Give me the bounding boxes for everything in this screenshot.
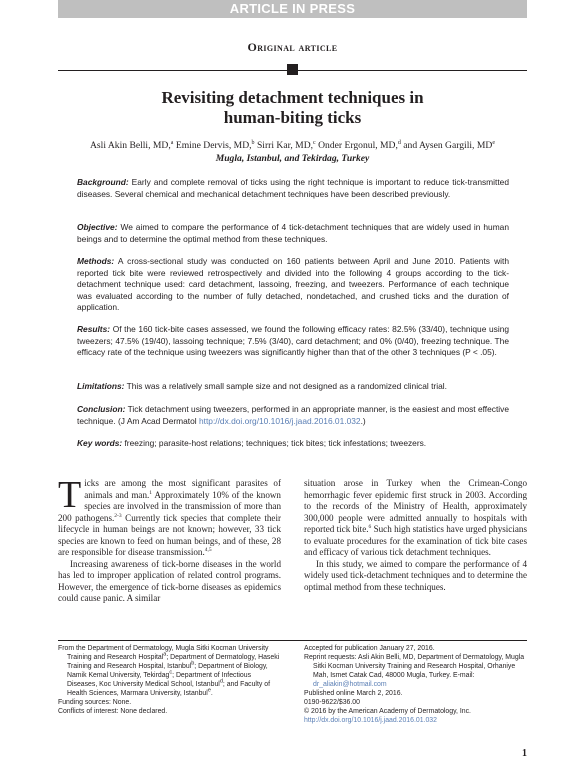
citation: 2-3: [114, 512, 122, 519]
author-location: Mugla, Istanbul, and Tekirdag, Turkey: [215, 153, 370, 164]
body-text: Such high statistics have urged physicians to evaluate procedures for the examination of tick bite cases and efficacy of various tick detachment techniques.: [304, 524, 527, 557]
abstract-text: Tick detachment using tweezers, performed in an appropriate manner, is the easiest and most effective technique. (J Am Acad Dermatol: [77, 404, 509, 426]
abstract-heading: Objective:: [77, 222, 118, 232]
citation: 1: [149, 489, 153, 496]
abstract-objective: [77, 222, 509, 245]
abstract-heading: Background:: [77, 177, 129, 187]
author: Emine Dervis, MD,: [175, 140, 252, 151]
abstract-heading: Methods:: [77, 256, 115, 266]
abstract-text: We aimed to compare the performance of 4 tick-detachment techniques that are widely used in human beings and to determine the optimal method from these techniques.: [77, 222, 509, 244]
affiliations: From the Department of Dermatology, Mugla Sitki Kocman University Training and Research Hospital$^a$; Department of Dermatology, Haseki Training and Research Hospital, Istanbul$^b$; Department of Biology, Namik Kemal University, Tekirdag$^c$; Department of Infectious Diseases, Koc University Medical School, Istanbul$^d$; and Faculty of Health Sciences, Marmara University, Istanbul$^e$.: [58, 645, 280, 697]
body-column-right: [304, 478, 527, 593]
conflicts-of-interest: Conflicts of interest: None declared.: [58, 708, 168, 715]
header-rule-square: [287, 64, 298, 75]
author-affil: c: [313, 139, 316, 146]
published-date: Published online March 2, 2016.: [304, 690, 403, 697]
reprint-requests: Reprint requests: Asli Akin Belli, MD, Department of Dermatology, Mugla Sitki Kocman University Training and Research Hospital, Orhaniye Mah, Ismet Catak Cad, 48000 Mugla, Turkey. E-mail: dr_aliakin@hotmail.com: [304, 654, 525, 688]
body-paragraph: Increasing awareness of tick-borne diseases in the world has led to improper application of related control programs. However, the emergence of tick-borne diseases as epidemics could cause panic. A similar: [58, 558, 281, 603]
doi-link[interactable]: http://dx.doi.org/10.1016/j.jaad.2016.01.032: [198, 415, 361, 426]
citation: 6: [368, 523, 372, 530]
author-affil: a: [170, 139, 174, 146]
abstract-heading: Conclusion:: [77, 404, 126, 414]
abstract-text: freezing; parasite-host relations; techniques; tick bites; tick infestations; tweezers.: [124, 438, 427, 448]
issn: 0190-9622/$36.00: [304, 699, 360, 706]
publication-footnote: [304, 644, 527, 725]
drop-cap: T: [58, 474, 82, 516]
title-line-2: human-biting ticks: [223, 108, 362, 127]
abstract-heading: Limitations:: [77, 381, 125, 391]
author: Asli Akin Belli, MD,: [90, 140, 171, 151]
abstract-text: Early and complete removal of ticks using the right technique is important to reduce tick-transmitted diseases. Several chemical and mechanical detachment techniques have been described previously.: [77, 177, 509, 199]
abstract-methods: [77, 256, 509, 314]
abstract-text: This was a relatively small sample size and not designed as a randomized clinical trial.: [126, 381, 447, 391]
body-text: icks are among the most significant parasites of animals and man.: [84, 478, 281, 500]
author-affil: d: [397, 139, 401, 146]
author-affil: e: [492, 139, 495, 146]
author: and Aysen Gargili, MD: [403, 140, 493, 151]
accepted-date: Accepted for publication January 27, 2016.: [304, 645, 435, 652]
author: Sirri Kar, MD,: [256, 140, 314, 151]
funding-sources: Funding sources: None.: [58, 699, 132, 706]
section-label: Original article: [247, 40, 338, 54]
abstract-background: [77, 177, 509, 200]
email-link[interactable]: dr_aliakin@hotmail.com: [313, 681, 387, 688]
article-in-press-banner: ARTICLE IN PRESS: [58, 0, 527, 18]
abstract-conclusion: [77, 404, 509, 427]
abstract-results: [77, 324, 509, 359]
author-affil: b: [251, 139, 255, 146]
author: Onder Ergonul, MD,: [318, 140, 398, 151]
abstract-keywords: [77, 438, 509, 450]
title-line-1: Revisiting detachment techniques in: [161, 88, 424, 107]
author-list: [58, 139, 527, 165]
body-column-left: [58, 474, 281, 605]
body-text: Currently tick species that complete their lifecycle in human beings are not known; however, 33 tick species are known to feed on human beings, and of these, 28 are responsible for disease transmission.: [58, 512, 281, 557]
abstract-text: .): [360, 415, 366, 426]
doi-link-footer[interactable]: http://dx.doi.org/10.1016/j.jaad.2016.01.032: [304, 717, 437, 724]
abstract-limitations: [77, 381, 509, 393]
body-text: Approximately 10% of the known species are involved in the transmission of more than 200 pathogens.: [58, 489, 281, 523]
body-text: situation arose in Turkey when the Crimean-Congo hemorrhagic fever epidemic first struck in 2003. According to the records of the Ministry of Health, approximately 300,000 people were admitted annually to hospitals with reported tick bite.: [304, 478, 527, 534]
abstract-text: Of the 160 tick-bite cases assessed, we found the following efficacy rates: 82.5% (33/40), technique using tweezers; 47.5% (19/40), lassoing technique; 7.5% (3/40), card detachment; and 0% (0/40), freezing technique. The efficacy rate of the technique using tweezers was significantly higher than that of the other 3 techniques (P < .05).: [77, 324, 510, 358]
page-number: 1: [522, 748, 527, 759]
abstract-text: A cross-sectional study was conducted on 160 patients between April and June 2010. Patients with reported tick bite were reviewed retrospectively and divided into the following 4 groups according to the tick-detachment technique used: card detachment, lassoing, freezing, and tweezers. Performance of each technique was evaluated according to the number of fully detached, nondetached, and crushed ticks and the duration of application.: [77, 256, 509, 313]
copyright: © 2016 by the American Academy of Dermatology, Inc.: [304, 708, 471, 715]
abstract-heading: Results:: [77, 324, 111, 334]
footnote-rule: [58, 640, 527, 641]
body-paragraph: In this study, we aimed to compare the performance of 4 widely used tick-detachment techniques and to determine the optimal method from these techniques.: [304, 558, 527, 592]
affiliations-footnote: [58, 644, 280, 716]
citation: 4,5: [204, 546, 212, 553]
article-title: [90, 88, 495, 128]
abstract-heading: Key words:: [77, 438, 123, 448]
